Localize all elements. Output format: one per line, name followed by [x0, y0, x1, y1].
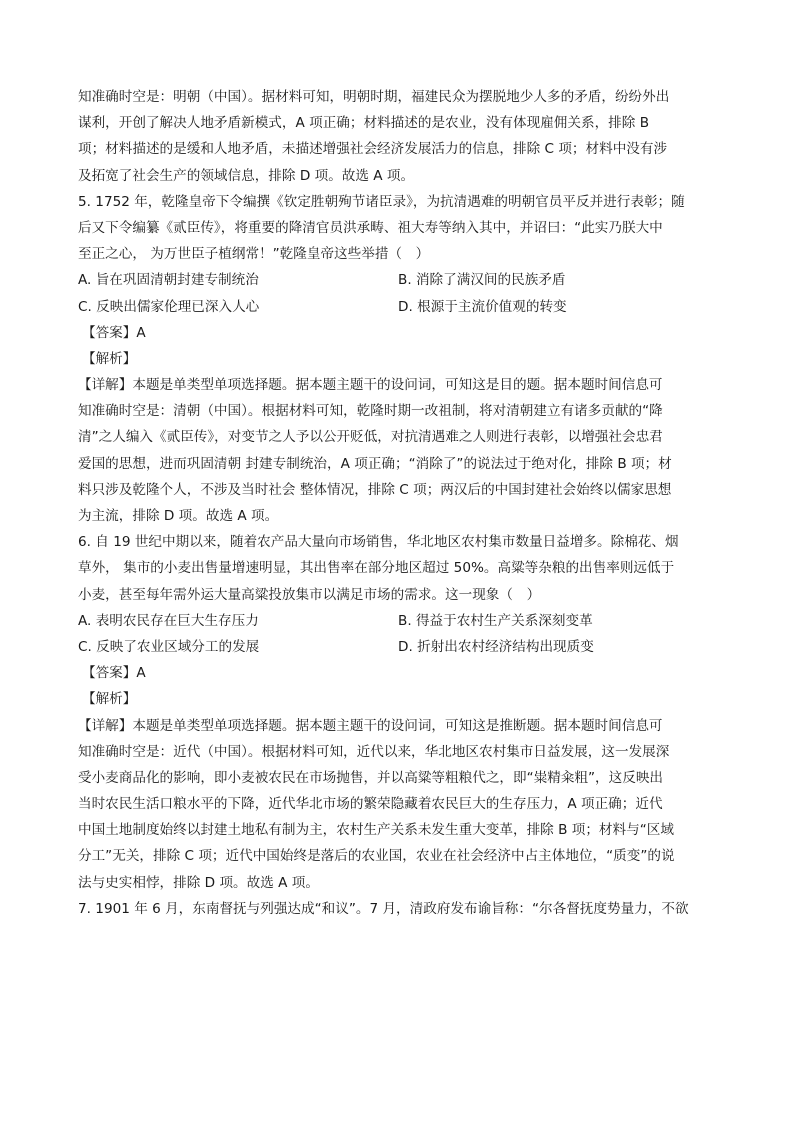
explanation-line: 法与史实相悖，排除 D 项。故选 A 项。	[78, 874, 319, 891]
option-row	[78, 608, 718, 634]
option-b: B. 得益于农村生产关系深刻变革	[398, 612, 593, 629]
option-a: A. 旨在巩固清朝封建专制统治	[78, 272, 259, 289]
analysis-label: 【解析】	[82, 691, 137, 708]
question-stem-line: 后又下令编纂《贰臣传》，将重要的降清官员洪承畴、祖大寿等纳入其中，并诏曰：“此实乃朕大中	[78, 219, 663, 236]
question-stem-line: 至正之心， 为万世臣子植纲常！”乾隆皇帝这些举措（ ）	[78, 246, 430, 263]
option-c: C. 反映了农业区域分工的发展	[78, 638, 260, 655]
answer-label: 【答案】A	[82, 324, 146, 341]
text-line: 及拓宽了社会生产的领域信息，排除 D 项。故选 A 项。	[78, 167, 415, 184]
explanation-line: 清”之人编入《贰臣传》，对变节之人予以公开贬低，对抗清遇难之人则进行表彰，以增强社会忠君	[78, 429, 663, 446]
explanation-line: 当时农民生活口粮水平的下降，近代华北市场的繁荣隐藏着农民巨大的生存压力，A 项正确；近代	[78, 796, 663, 813]
text-line: 谋利，开创了解决人地矛盾新模式，A 项正确；材料描述的是农业，没有体现雇佣关系，排除 B	[78, 115, 650, 132]
explanation-line: 料只涉及乾隆个人，不涉及当时社会 整体情况，排除 C 项；两汉后的中国封建社会始终以儒家思想	[78, 481, 672, 498]
question-stem-line: 5. 1752 年，乾隆皇帝下令编撰《钦定胜朝殉节诸臣录》，为抗清遇难的明朝官员平反并进行表彰；随	[78, 193, 685, 210]
option-a: A. 表明农民存在巨大生存压力	[78, 612, 259, 629]
text-line: 知准确时空是：明朝（中国）。据材料可知，明朝时期，福建民众为摆脱地少人多的矛盾，纷纷外出	[78, 89, 670, 105]
option-row	[78, 294, 718, 320]
document-page	[78, 84, 718, 922]
explanation-line: 【详解】本题是单类型单项选择题。据本题主题干的设问词，可知这是推断题。据本题时间信息可	[78, 717, 663, 734]
explanation-line: 【详解】本题是单类型单项选择题。据本题主题干的设问词，可知这是目的题。据本题时间信息可	[78, 377, 663, 394]
explanation-line: 知准确时空是：近代（中国）。根据材料可知，近代以来，华北地区农村集市日益发展，这一发展深	[78, 743, 670, 760]
option-c: C. 反映出儒家伦理已深入人心	[78, 298, 260, 315]
question-stem-line: 小麦，甚至每年需外运大量高粱投放集市以满足市场的需求。这一现象（ ）	[78, 586, 541, 603]
option-row	[78, 634, 718, 660]
previous-explanation	[78, 84, 718, 189]
question-stem-line: 草外， 集市的小麦出售量增速明显，其出售率在部分地区超过 50%。高粱等杂粮的出售率则远低于	[78, 560, 675, 577]
explanation-line: 知准确时空是：清朝（中国）。根据材料可知，乾隆时期一改祖制，将对清朝建立有诸多贡献的“降	[78, 403, 663, 420]
analysis-label: 【解析】	[82, 350, 137, 367]
question-6	[78, 529, 718, 896]
option-d: D. 折射出农村经济结构出现质变	[398, 638, 594, 655]
option-d: D. 根源于主流价值观的转变	[398, 298, 567, 315]
option-row	[78, 267, 718, 293]
explanation-line: 为主流，排除 D 项。故选 A 项。	[78, 508, 279, 524]
answer-label: 【答案】A	[82, 665, 146, 682]
explanation-line: 爱国的思想，进而巩固清朝 封建专制统治，A 项正确；“消除了”的说法过于绝对化，排除 B 项；材	[78, 455, 672, 472]
explanation-line: 受小麦商品化的影响，即小麦被农民在市场抛售，并以高粱等粗粮代之，即“粜精籴粗”，这反映出	[78, 769, 664, 786]
question-stem-line: 6. 自 19 世纪中期以来，随着农产品大量向市场销售，华北地区农村集市数量日益增多。除棉花、烟	[78, 534, 679, 551]
explanation-line: 分工”无关，排除 C 项；近代中国始终是落后的农业国，农业在社会经济中占主体地位，“质变”的说	[78, 848, 675, 865]
text-line: 项；材料描述的是缓和人地矛盾，未描述增强社会经济发展活力的信息，排除 C 项；材料中没有涉	[78, 141, 668, 158]
question-stem-line: 7. 1901 年 6 月，东南督抚与列强达成“和议”。7 月，清政府发布谕旨称：“尔各督抚度势量力，不欲	[78, 900, 689, 917]
question-7	[78, 896, 718, 922]
option-b: B. 消除了满汉间的民族矛盾	[398, 272, 566, 289]
question-5	[78, 189, 718, 529]
explanation-line: 中国土地制度始终以封建土地私有制为主，农村生产关系未发生重大变革，排除 B 项；材料与“区域	[78, 822, 674, 839]
